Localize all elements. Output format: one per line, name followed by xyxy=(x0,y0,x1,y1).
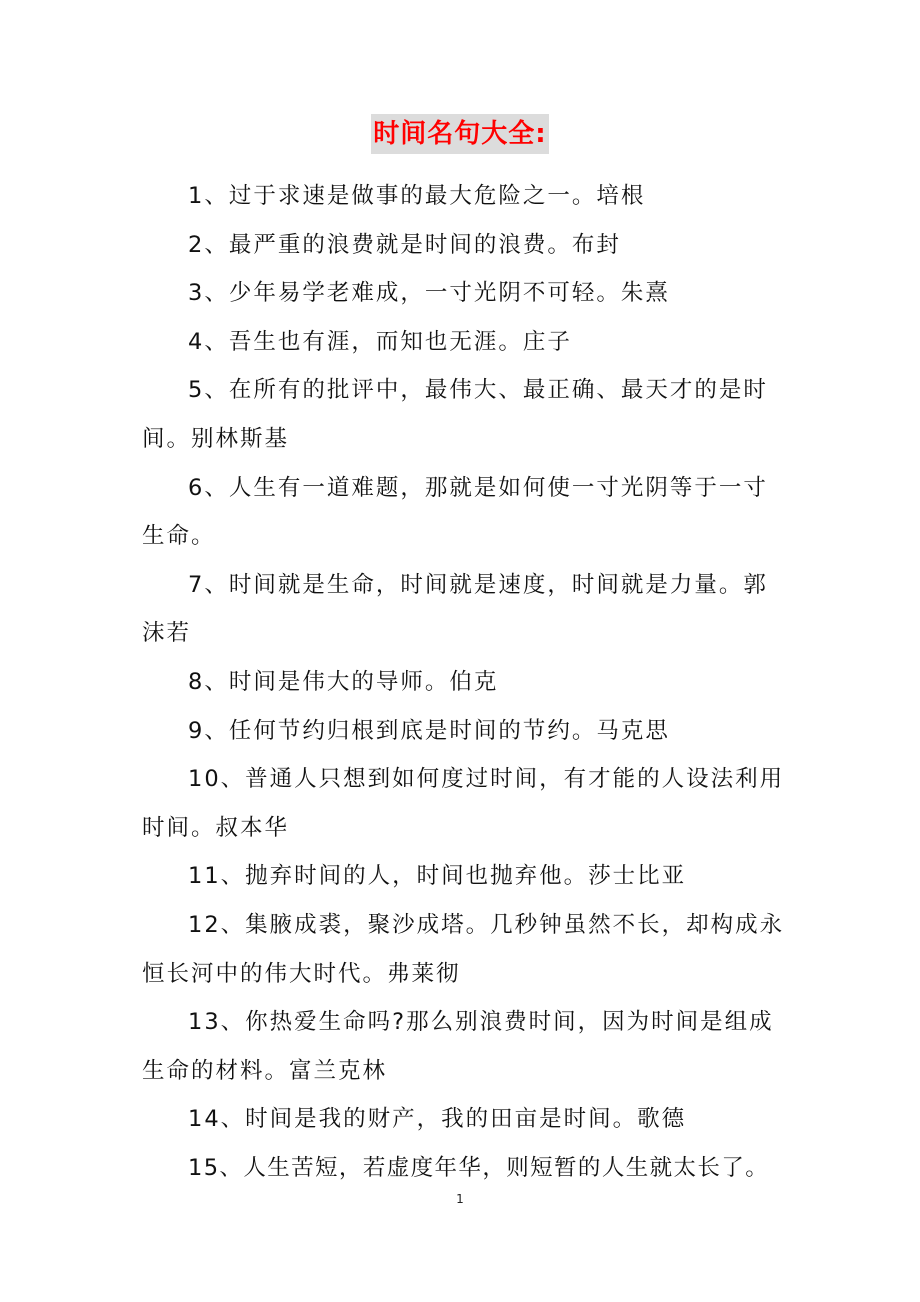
quote-paragraph: 14、时间是我的财产，我的田亩是时间。歌德 xyxy=(188,1106,687,1133)
quote-paragraph: 11、抛弃时间的人，时间也抛弃他。莎士比亚 xyxy=(188,863,687,890)
quote-paragraph: 12、集腋成裘，聚沙成塔。几秒钟虽然不长，却构成永恒长河中的伟大时代。弗莱彻 xyxy=(142,911,785,987)
quote-paragraph: 5、在所有的批评中，最伟大、最正确、最天才的是时间。别林斯基 xyxy=(142,377,768,452)
quote-paragraph: 1、过于求速是做事的最大危险之一。培根 xyxy=(188,183,646,209)
quote-list xyxy=(142,172,792,1192)
quote-paragraph: 3、少年易学老难成，一寸光阴不可轻。朱熹 xyxy=(188,280,670,307)
page-title: 时间名句大全: xyxy=(371,114,548,154)
quote-paragraph: 2、最严重的浪费就是时间的浪费。布封 xyxy=(188,231,621,258)
quote-paragraph: 7、时间就是生命，时间就是速度，时间就是力量。郭沫若 xyxy=(142,571,768,647)
quote-paragraph: 15、人生苦短，若虚度年华，则短暂的人生就太长了。 xyxy=(188,1154,770,1181)
quote-paragraph: 13、你热爱生命吗?那么别浪费时间，因为时间是组成生命的材料。富兰克林 xyxy=(142,1009,774,1084)
quote-paragraph: 8、时间是伟大的导师。伯克 xyxy=(188,668,499,695)
quote-paragraph: 4、吾生也有涯，而知也无涯。庄子 xyxy=(188,328,572,355)
quote-paragraph: 9、任何节约归根到底是时间的节约。马克思 xyxy=(188,717,670,744)
page-number: 1 xyxy=(456,1192,464,1206)
quote-paragraph: 6、人生有一道难题，那就是如何使一寸光阴等于一寸生命。 xyxy=(142,474,768,550)
title-container xyxy=(0,114,920,154)
quote-paragraph: 10、普通人只想到如何度过时间，有才能的人设法利用时间。叔本华 xyxy=(142,766,785,841)
